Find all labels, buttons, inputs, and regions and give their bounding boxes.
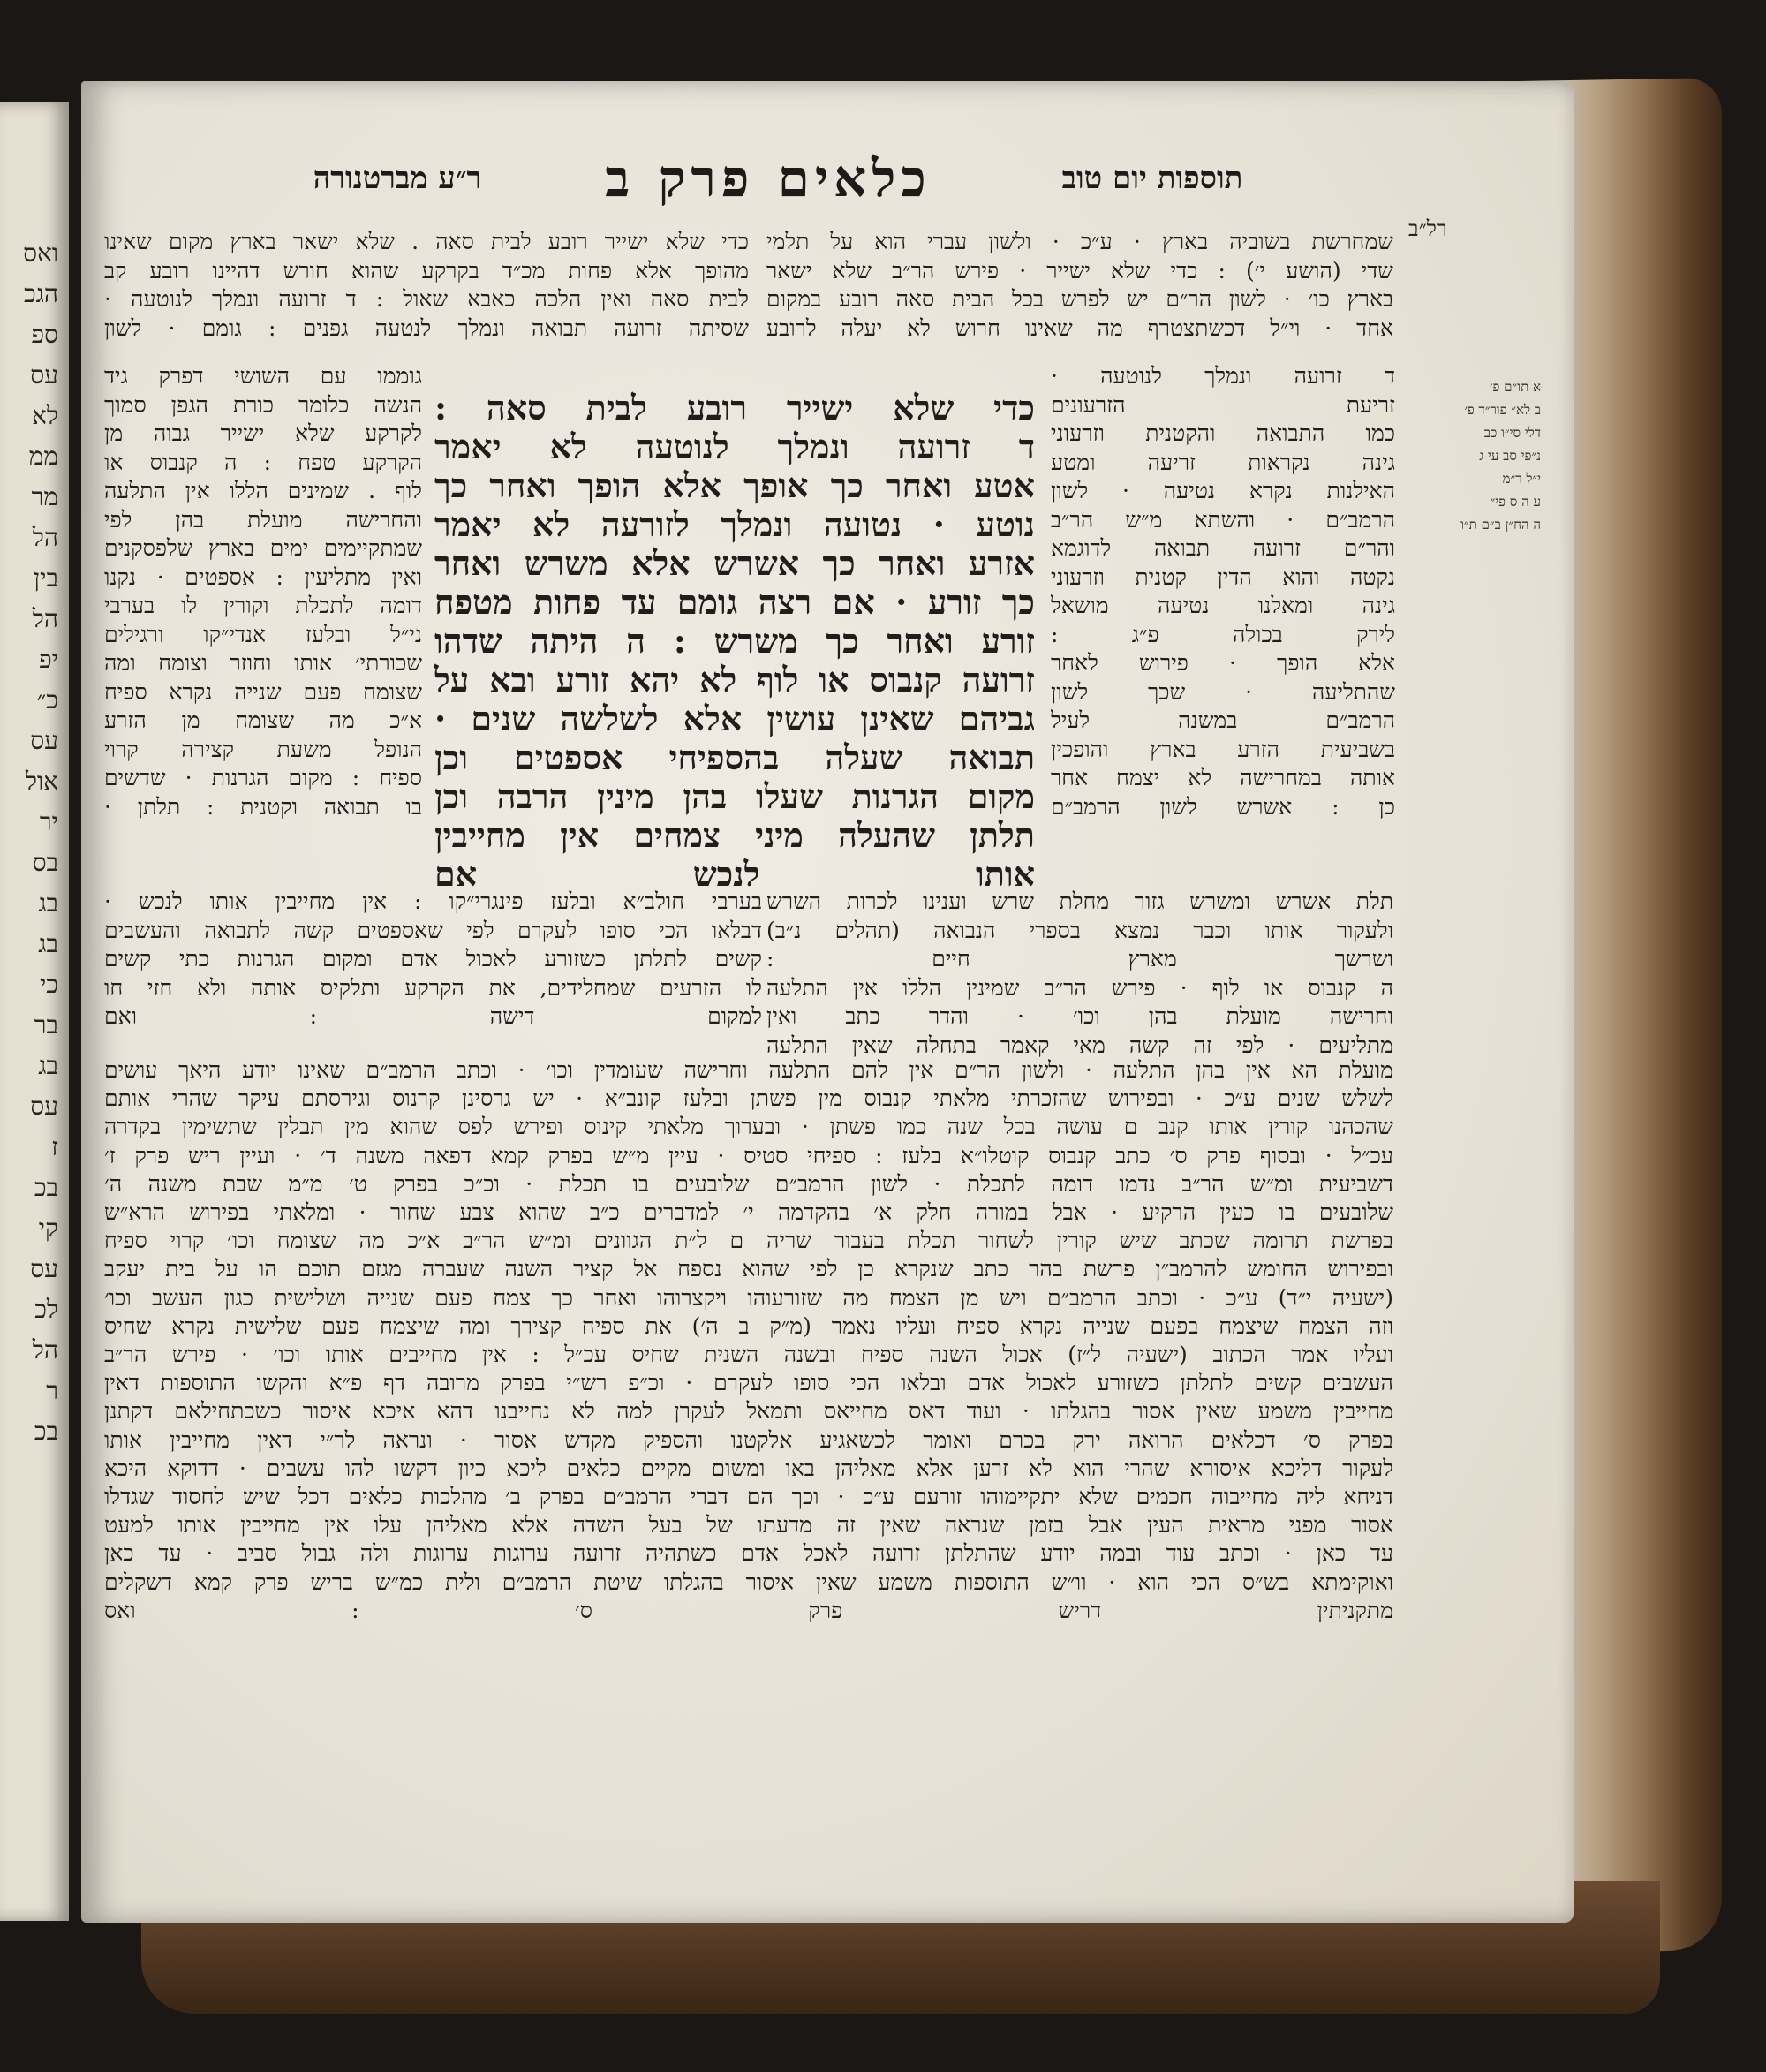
tosfot-full-line: וזה הצמח שיצמח בפעם שנייה נקרא ספיח ועליו נאמר (מ״ק ב ה׳) את ספיח קצירך ומה שיצמח פעם שלישית נקרא שחיס xyxy=(104,1312,1393,1339)
tosfot-low-line: מתליעים · לפי זה קשה מאי קאמר בתחלה שאין התלעה xyxy=(766,1032,1393,1058)
facing-page-fragment: בין xyxy=(34,563,58,593)
facing-page-edge xyxy=(0,102,69,1921)
bartenura-mid-line: הנופל משעת קצירה קרוי xyxy=(104,736,422,762)
facing-page-fragment: בס xyxy=(32,848,58,877)
mishna-line: כדי שלא ישייר רובע לבית סאה : xyxy=(434,389,1035,427)
tosfot-top-line: שדי (הושע י׳) : כדי שלא ישייר · פירש הר״ב שלא ישאר xyxy=(766,257,1393,284)
tosfot-full-line: ואוקימתא בש״ס הכי הוא · וו״ש התוספות משמע שאין איסור בהגלתו שיטת הרמב״ם ולית כמ״ש בריש פרק קמא דשקלים xyxy=(104,1569,1393,1595)
tosfot-top-line: אחד · וי״ל דכשתצטרף מה שאינו חרוש לא יעלה לרובע xyxy=(766,314,1393,341)
margin-note: ב לא״ פור״ד פ׳ xyxy=(1464,402,1541,418)
tosfot-mid-line: והר״ם זרועה תבואה לדוגמא xyxy=(1051,535,1395,561)
tosfot-full-line: לשלש שנים ע״כ · ובפירוש שהזכרתי מלאתי קנבוס מין פשתן ובלעז קונב״א · יש גרסינן קרנוס וגירסתם עיקר שהרי אותם xyxy=(104,1085,1393,1112)
tosfot-top-line: בארץ כו׳ · לשון הר״ם יש לפרש בכל הבית סאה רובע במקום xyxy=(766,286,1393,312)
tosfot-mid-line: לירק בכולה פ״ג : xyxy=(1051,621,1395,647)
bartenura-low-line: למקום דישה : ואם xyxy=(104,1003,762,1029)
bartenura-mid-line: לוף . שמינים הללו אין התלעה xyxy=(104,478,422,503)
mishna-line: גביהם שאינן עושין אלא לשלשה שנים · xyxy=(434,699,1035,738)
mishna-line: מקום הגרנות שעלו בהן מינין הרבה וכן xyxy=(434,777,1035,816)
bartenura-low-line: קשים לתלתן כשזורע לאכול אדם ומקום הגרנות כתי קשים xyxy=(104,946,762,972)
bartenura-top-line: לבית סאה ואין הלכה כאבא שאול : ד זרועה ונמלך לנוטעה · xyxy=(104,286,749,312)
tosfot-full-width-block xyxy=(104,1056,1393,1625)
tosfot-mid-line: זריעת הזרעונים xyxy=(1051,391,1395,418)
bartenura-mid-line: בו תבואה וקטנית : תלתן · xyxy=(104,793,422,820)
tosfot-full-line: ובפירוש החומש להרמב״ן פרשת בהר כתב שנקרא כן לפי שהוא נספח אל קציר השנה שעברה מגזם תוכם הו על בית יעקב xyxy=(104,1256,1393,1282)
tosfot-top-block xyxy=(766,228,1393,343)
margin-note: י״ל ר״מ xyxy=(1502,471,1541,487)
header-bartenura-title: ר״ע מברטנורה xyxy=(313,161,482,196)
bartenura-mid-line: והחרישה מועלת בהן לפי xyxy=(104,506,422,533)
facing-page-fragment: הל xyxy=(32,1335,58,1365)
facing-page-fragment: בר xyxy=(34,1010,58,1040)
facing-page-fragment: בכ xyxy=(34,1417,58,1446)
facing-page-fragment: ר xyxy=(46,1376,58,1405)
facing-page-fragment: הל xyxy=(32,523,58,552)
bartenura-mid-line: א״כ מה שצומח מן הזרע xyxy=(104,707,422,733)
mishna-line: זורע ואחר כך משרש : ה היתה שדהו xyxy=(434,622,1035,661)
facing-page-fragment: עס xyxy=(30,360,58,389)
tosfot-full-line: ועליו אמר הכתוב (ישעיה ל״ז) אכול השנה ספיח ובשנה השנית שחיס עכ״ל : אין מחייבים אותו וכו׳ · פירש הר״ב xyxy=(104,1342,1393,1368)
facing-page-fragment: עס xyxy=(30,726,58,755)
bartenura-low-line: לו הזרעים שמחלידים, את הקרקע ותלקיס אותה ולא חזי חו xyxy=(104,974,762,1001)
tosfot-mid-line: הרמב״ם · והשתא מ״ש הר״ב xyxy=(1051,506,1395,533)
facing-page-fragment: ואס xyxy=(23,238,58,268)
marginal-references xyxy=(1408,375,1541,536)
tosfot-full-line: שלובעים בו כעין הרקיע · אבל במורה חלק א׳ בהקדמה י׳ למדברים כ״ב שהוא צבע שחור · ומלאתי בפירוש הרא״ש xyxy=(104,1199,1393,1226)
tosfot-mid-line: גינה ומאלנו נטיעה מושאל xyxy=(1051,593,1395,618)
mishna-line: זרועה קנבוס או לוף לא יהא זורע ובא על xyxy=(434,661,1035,699)
facing-page-fragment: בג xyxy=(38,889,58,918)
tosfot-mid-line: גינה נקראות זריעה ומטע xyxy=(1051,449,1395,475)
tosfot-mid-line: נקטה והוא הדין קטנית וזרעוני xyxy=(1051,563,1395,590)
tosfot-full-line: לעקור דליכא איסורא שהרי הוא לא זרען אלא מאליהן באו ומשום מקיים כלאים ליכא כיון דקשו להו עשבים · דדוקא היכא xyxy=(104,1455,1393,1481)
tosfot-low-line: ה קנבוס או לוף · פירש הר״ב שמינין הללו אין התלעה xyxy=(766,974,1393,1001)
mishna-line: תלתן שהעלה מיני צמחים אין מחייבין xyxy=(434,816,1035,855)
facing-page-fragment: ממ xyxy=(28,442,58,471)
bartenura-mid-line: שכורתי׳ אותו וחוזר וצומח ומה xyxy=(104,650,422,676)
tosfot-full-line: עד כאן · וכתב עוד ובמה יודע שהתלתן זרועה לאכל אדם כשתהיה זרועה ערוגות ערוגות ולה גבול סביב · עד כאן xyxy=(104,1540,1393,1567)
bartenura-low-line: בערבי חולב״א ובלעז פינגרי״קו : אין מחייבין אותו לנכש · xyxy=(104,889,762,914)
tosfot-full-line: דניחא ליה מחייבוה חכמים שלא יתקיימוהו זורעם ע״כ · וכך הם דברי הרמב״ם בפרק ב׳ מהלכות כלאים דכל שיש לחסוד שגדלו xyxy=(104,1484,1393,1510)
facing-page-fragment: הגכ xyxy=(23,279,58,308)
header-tractate-title: כלאים פרק ב xyxy=(605,148,932,208)
facing-page-fragment: יר xyxy=(39,807,58,836)
facing-page-fragment: כ״ xyxy=(36,685,58,715)
tosfot-mid-line: כמו התבואה והקטנית וזרעוני xyxy=(1051,420,1395,446)
mishna-line: כך זורע · אם רצה גומם עד פחות מטפח xyxy=(434,583,1035,622)
facing-page-fragment: ספ xyxy=(31,320,58,349)
margin-note: ע ה ס פי״ xyxy=(1490,494,1541,510)
tosfot-low-line: וחרישה מועלת בהן וכו׳ · והדר כתב ואין xyxy=(766,1003,1393,1029)
tosfot-full-line: העשבים קשים לתלתן כשזורע לאכול אדם ובלאו הכי סופו לעקרם · וכ״פ רש״י בפרק מרובה דף פ״א והקשו התוספות דאין xyxy=(104,1370,1393,1396)
facing-page-fragment: קי xyxy=(38,1214,58,1243)
facing-page-fragment: יפ xyxy=(38,645,58,674)
mishna-line: נוטע · נטועה ונמלך לזורעה לא יאמר xyxy=(434,505,1035,544)
mishna-line: ד זרועה ונמלך לנוטעה לא יאמר xyxy=(434,427,1035,466)
facing-page-fragment: הל xyxy=(32,604,58,633)
tosfot-lower-block xyxy=(766,888,1393,1060)
tosfot-full-line: אסור מפני מראית העין אבל בזמן שנראה שאין זה מדעתו של בעל השדה אלא מאליהן עלו אין מחייבין אותו למעט xyxy=(104,1512,1393,1539)
mishna-line: תבואה שעלה בהספיחי אספטים וכן xyxy=(434,738,1035,777)
tosfot-mid-line: האילנות נקרא נטיעה · לשון xyxy=(1051,478,1395,503)
bartenura-top-line: שסיתה זרועה תבואה ונמלך לנטעה גפנים : גומם · לשון xyxy=(104,314,749,341)
tosfot-mid-line: שהתליעה · שכך לשון xyxy=(1051,678,1395,705)
tosfot-full-line: עכ״ל · ובסוף פרק ס׳ כתב קנבוס קוטלו״א בלעז : ספיחי סטיס · עיין מ״ש בפרק קמא דפאה משנה ד׳ · ועיין ריש פרק ז׳ xyxy=(104,1142,1393,1168)
tosfot-top-line: שמחרשת בשוביה בארץ · ע״כ · ולשון עברי הוא על תלמי xyxy=(766,229,1393,254)
bartenura-mid-line: הנשה כלומר כורת הגפן סמוך xyxy=(104,391,422,418)
tosfot-mid-block xyxy=(1051,362,1395,821)
tosfot-full-line: מתקניתין דריש פרק ס׳ : ואס xyxy=(104,1597,1393,1623)
facing-page-fragment: כי xyxy=(39,970,58,999)
mishna-line: אזרע ואחר כך אשרש אלא משרש ואחר xyxy=(434,544,1035,583)
mishna-line: אטע ואחר כך אופך אלא הופך ואחר כך xyxy=(434,466,1035,505)
bartenura-mid-line: הקרקע טפח : ה קנבוס או xyxy=(104,449,422,475)
tosfot-full-line: בפרשת תרומה שכתב שיש קורין לשחור תכלת בעבור שריה ם ל״ת הגוונים ומ״ש הר״ב א״כ מה שצומח וכו׳ קרוי ספיח xyxy=(104,1228,1393,1254)
bartenura-mid-line: ואין מתליעין : אספטים · נקנו xyxy=(104,563,422,590)
tosfot-mid-line: כן : אשרש לשון הרמב״ם xyxy=(1051,793,1395,820)
facing-page-fragment: עס xyxy=(30,1092,58,1121)
facing-page-fragment: ז xyxy=(51,1132,58,1161)
bartenura-mid-line: שצומח פעם שנייה נקרא ספיח xyxy=(104,678,422,705)
mishna-text-block xyxy=(434,389,1035,894)
bartenura-top-line: מהופך אלא פחות מכ״ד בקרקע שהוא חורש דהיינו רובע קב xyxy=(104,257,749,284)
margin-note: א תו״ם פ׳ xyxy=(1490,379,1541,395)
bartenura-mid-line: ני״ל ובלעז אנדי״קו ורגילים xyxy=(104,621,422,647)
bartenura-top-block xyxy=(104,228,749,343)
bartenura-mid-line: גוממו עם השושי דפרק גיד xyxy=(104,363,422,389)
facing-page-fragment: לא xyxy=(32,401,58,430)
tosfot-full-line: (ישעיה י״ד) ע״כ · וכתב הרמב״ם ויש מן הצמח מה שזורעוהו ויקצרוהו ואחר כך צמח פעם שנייה ושלישית כגון העשב וכו׳ xyxy=(104,1284,1393,1311)
tosfot-mid-line: ד זרועה ונמלך לנוטעה · xyxy=(1051,363,1395,389)
tosfot-low-line: תלת אשרש ומשרש גזור מחלת שרש וענינו לכרות השרש xyxy=(766,889,1393,914)
mishna-line: אותו לנכש אם xyxy=(434,855,1035,894)
facing-page-fragment: בג xyxy=(38,1051,58,1080)
tosfot-mid-line: אלא הופך · פירוש לאחר xyxy=(1051,650,1395,676)
facing-page-fragment: אול xyxy=(25,767,58,796)
tosfot-full-line: מחייבין משמע שאין אסור בהגלתו · ועוד דאס מחייאס ותמאל לעקרן למה לא נחייבנו דהא איכא איסור כשכתחילאם דקתנן xyxy=(104,1398,1393,1425)
tosfot-full-line: שהכהנו קורין אותו קנב ם עושה בכל שנה כמו פשתן · ובערוך מלאתי קינוס ופירש לפס שהוא מין תבלין שתשימין בקדרה xyxy=(104,1114,1393,1140)
margin-note: דלי סי״ו כב xyxy=(1483,425,1541,441)
facing-page-fragment: בג xyxy=(38,929,58,958)
tosfot-low-line: ושרשך מארץ חיים : xyxy=(766,946,1393,972)
facing-page-fragment: לכ xyxy=(34,1295,58,1324)
bartenura-top-line: כדי שלא ישייר רובע לבית סאה . שלא ישאר בארץ מקום שאינו xyxy=(104,229,749,254)
tosfot-full-line: בפרק ס׳ דכלאים הרואה ירק בכרם ואומר לכשאגיע אלקטנו והספיק מקדש אסור · ונראה לר״י דאין מחייבין אותו xyxy=(104,1426,1393,1453)
tosfot-low-line: ולעקור אותו וכבר נמצא בספרי הנבואה (תהלים נ״ב) xyxy=(766,917,1393,943)
bartenura-mid-line: דומה לתכלת וקורין לו בערבי xyxy=(104,593,422,618)
tosfot-full-line: דשביעית ומ״ש הר״ב נדמו דומה לתכלת · לשון הרמב״ם שלובעים בו תכלת · וכ״כ בפרק ט׳ מ״מ שבת משנה ה׳ xyxy=(104,1170,1393,1197)
bartenura-mid-block xyxy=(104,362,422,821)
tosfot-mid-line: אותה במחרישה לא יצמח אחר xyxy=(1051,765,1395,790)
header-tosfot-title: תוספות יום טוב xyxy=(1061,161,1243,196)
tosfot-mid-line: הרמב״ם במשנה לעיל xyxy=(1051,707,1395,733)
tosfot-mid-line: בשביעית הזרע בארץ והופכין xyxy=(1051,736,1395,762)
margin-note: ה הח״ן ב״ם ת״ו xyxy=(1460,517,1541,533)
facing-page-fragment: בכ xyxy=(34,1173,58,1202)
bartenura-mid-line: לקרקע שלא ישייר גבוה מן xyxy=(104,420,422,446)
bartenura-mid-line: ספיח : מקום הגרנות · שדשים xyxy=(104,765,422,790)
bartenura-mid-line: שמתקיימים ימים בארץ שלפסקנים xyxy=(104,535,422,561)
margin-note: נ״פי סב עי ג xyxy=(1479,448,1541,464)
page-side-label: רל״ב xyxy=(1408,216,1447,241)
bartenura-low-line: דבלאו הכי סופו לעקרם לפי שאספטים קשה לתבואה והעשבים xyxy=(104,917,762,943)
facing-page-fragment: מר xyxy=(31,482,58,511)
bartenura-lower-block xyxy=(104,888,762,1032)
tosfot-full-line: מועלת הא אין בהן התלעה · ולשון הר״ם אין להם התלעה וחרישה שעומדין וכו׳ · וכתב הרמב״ם שאינו יודע היאך עושים xyxy=(104,1057,1393,1083)
facing-page-fragment: עס xyxy=(30,1254,58,1283)
